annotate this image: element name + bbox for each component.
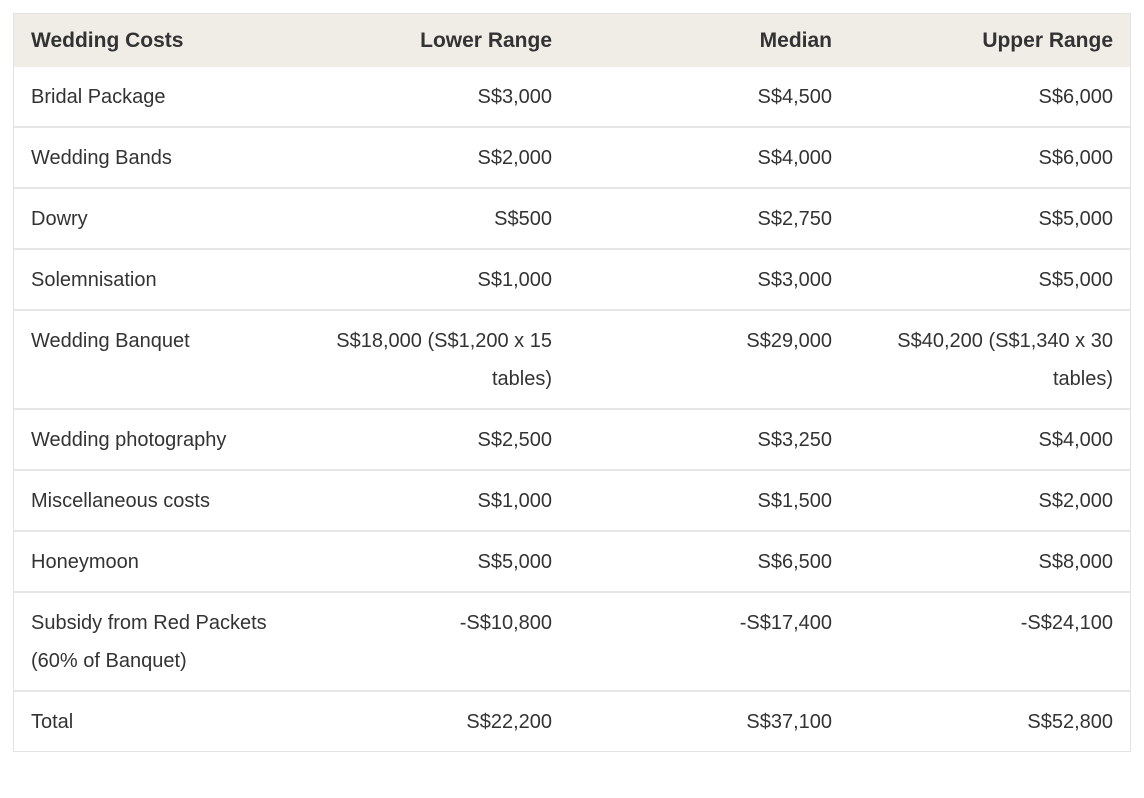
lower-range-cell: -S$10,800 <box>307 592 569 691</box>
column-header-wedding-costs: Wedding Costs <box>31 28 184 52</box>
row-label: Wedding Bands <box>14 127 307 188</box>
median-cell: S$29,000 <box>569 310 849 409</box>
table-body <box>14 67 1130 751</box>
column-header-median: Median <box>759 28 832 52</box>
lower-range-cell: S$2,000 <box>307 127 569 188</box>
row-label: Total <box>14 691 307 751</box>
table-row <box>14 249 1130 310</box>
lower-range-cell: S$1,000 <box>307 470 569 531</box>
lower-range-cell: S$18,000 (S$1,200 x 15 tables) <box>307 310 569 409</box>
lower-range-cell: S$1,000 <box>307 249 569 310</box>
table-row-total <box>14 691 1130 751</box>
median-cell: -S$17,400 <box>569 592 849 691</box>
row-label: Honeymoon <box>14 531 307 592</box>
table-row <box>14 188 1130 249</box>
median-cell: S$4,000 <box>569 127 849 188</box>
upper-range-cell: S$5,000 <box>849 249 1130 310</box>
table-row <box>14 409 1130 470</box>
table-row <box>14 531 1130 592</box>
median-cell: S$4,500 <box>757 86 832 108</box>
row-label: Bridal Package <box>31 86 166 108</box>
wedding-costs-table-container <box>13 13 1131 752</box>
column-header-upper-range: Upper Range <box>982 28 1113 52</box>
header-row <box>14 14 1130 67</box>
upper-range-cell: S$4,000 <box>849 409 1130 470</box>
row-label: Miscellaneous costs <box>14 470 307 531</box>
upper-range-cell: S$5,000 <box>849 188 1130 249</box>
median-cell: S$1,500 <box>569 470 849 531</box>
wedding-costs-table <box>14 14 1130 751</box>
column-header-lower-range: Lower Range <box>420 28 552 52</box>
table-row <box>14 592 1130 691</box>
lower-range-cell: S$2,500 <box>307 409 569 470</box>
upper-range-cell: S$8,000 <box>849 531 1130 592</box>
upper-range-cell: S$6,000 <box>849 127 1130 188</box>
table-row <box>14 67 1130 127</box>
table-header <box>14 14 1130 67</box>
row-label: Subsidy from Red Packets (60% of Banquet) <box>14 592 307 691</box>
lower-range-cell: S$500 <box>307 188 569 249</box>
median-cell: S$37,100 <box>569 691 849 751</box>
row-label: Solemnisation <box>14 249 307 310</box>
median-cell: S$3,250 <box>569 409 849 470</box>
upper-range-cell: S$6,000 <box>1038 86 1113 108</box>
median-cell: S$2,750 <box>569 188 849 249</box>
median-cell: S$6,500 <box>569 531 849 592</box>
table-row <box>14 127 1130 188</box>
upper-range-cell: S$52,800 <box>849 691 1130 751</box>
row-label: Dowry <box>14 188 307 249</box>
lower-range-cell: S$22,200 <box>307 691 569 751</box>
row-label: Wedding Banquet <box>14 310 307 409</box>
median-cell: S$3,000 <box>569 249 849 310</box>
table-row <box>14 310 1130 409</box>
table-row <box>14 470 1130 531</box>
row-label: Wedding photography <box>14 409 307 470</box>
upper-range-cell: -S$24,100 <box>849 592 1130 691</box>
upper-range-cell: S$2,000 <box>849 470 1130 531</box>
lower-range-cell: S$3,000 <box>477 86 552 108</box>
upper-range-cell: S$40,200 (S$1,340 x 30 tables) <box>849 310 1130 409</box>
lower-range-cell: S$5,000 <box>307 531 569 592</box>
